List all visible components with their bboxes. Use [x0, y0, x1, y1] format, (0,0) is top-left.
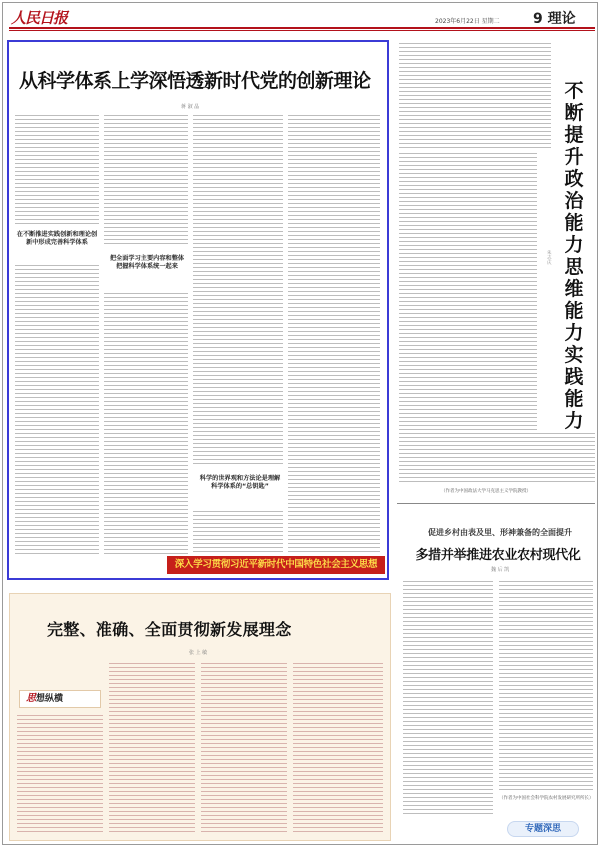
main-article-column	[104, 293, 188, 555]
bottom-article-column	[293, 663, 383, 835]
right-bottom-footnote: （作者为中国社会科学院农村发展研究所所长）	[499, 796, 594, 801]
right-bottom-byline: 魏 后 凯	[491, 567, 510, 573]
newspaper-page	[2, 2, 598, 845]
masthead-rule-thin	[9, 30, 595, 31]
right-bottom-headline[interactable]: 多措并举推进农业农村现代化	[415, 548, 581, 563]
issue-date: 2023年6月22日 星期二	[435, 18, 500, 25]
main-article-headline[interactable]: 从科学体系上学深悟透新时代党的创新理论	[19, 70, 371, 92]
main-article-column	[15, 115, 99, 225]
right-article-headline[interactable]: 不断提升政治能力思维能力实践能力	[564, 80, 584, 432]
bottom-article-column	[109, 663, 195, 835]
column-logo	[19, 690, 101, 708]
right-article-footnote: （作者为中国政法大学马克思主义学院教授）	[441, 489, 531, 494]
main-article-column	[15, 265, 99, 555]
main-article-column	[193, 511, 283, 553]
right-article-column	[399, 43, 551, 149]
main-article-byline: 蒋 淑 晶	[181, 104, 200, 110]
divider-rule	[397, 503, 595, 504]
bottom-article-headline[interactable]: 完整、准确、全面贯彻新发展理念	[47, 620, 292, 639]
main-article-subhead-3: 科学的世界观和方法论是理解科学体系的“总钥匙”	[197, 473, 283, 493]
right-article-byline: 朱 志 庆	[547, 251, 552, 266]
column-logo-mark: 思	[26, 693, 36, 704]
right-bottom-column	[499, 581, 593, 791]
right-article-column	[399, 433, 595, 485]
column-logo-name: 想纵横	[36, 694, 64, 704]
bottom-article-column	[201, 663, 287, 835]
masthead-rule	[9, 27, 595, 29]
topic-badge[interactable]: 专题深思	[507, 821, 579, 837]
section-label: 9 理论	[533, 11, 576, 27]
main-article-column	[193, 115, 283, 465]
right-bottom-column	[403, 581, 493, 817]
main-article-column	[288, 115, 380, 553]
bottom-article-byline: 张 上 敏	[189, 650, 208, 656]
series-banner: 深入学习贯彻习近平新时代中国特色社会主义思想	[167, 556, 385, 574]
main-article-subhead-1: 在不断推进实践创新和理论创新中形成完善科学体系	[15, 229, 99, 249]
main-article-column	[104, 115, 188, 245]
right-bottom-kicker: 促进乡村由表及里、形神兼备的全面提升	[428, 528, 572, 537]
main-article-subhead-2: 把全面学习主要内容和整体把握科学体系统一起来	[107, 253, 187, 273]
newspaper-logo: 人民日报	[11, 9, 68, 27]
bottom-article-column	[17, 715, 103, 835]
